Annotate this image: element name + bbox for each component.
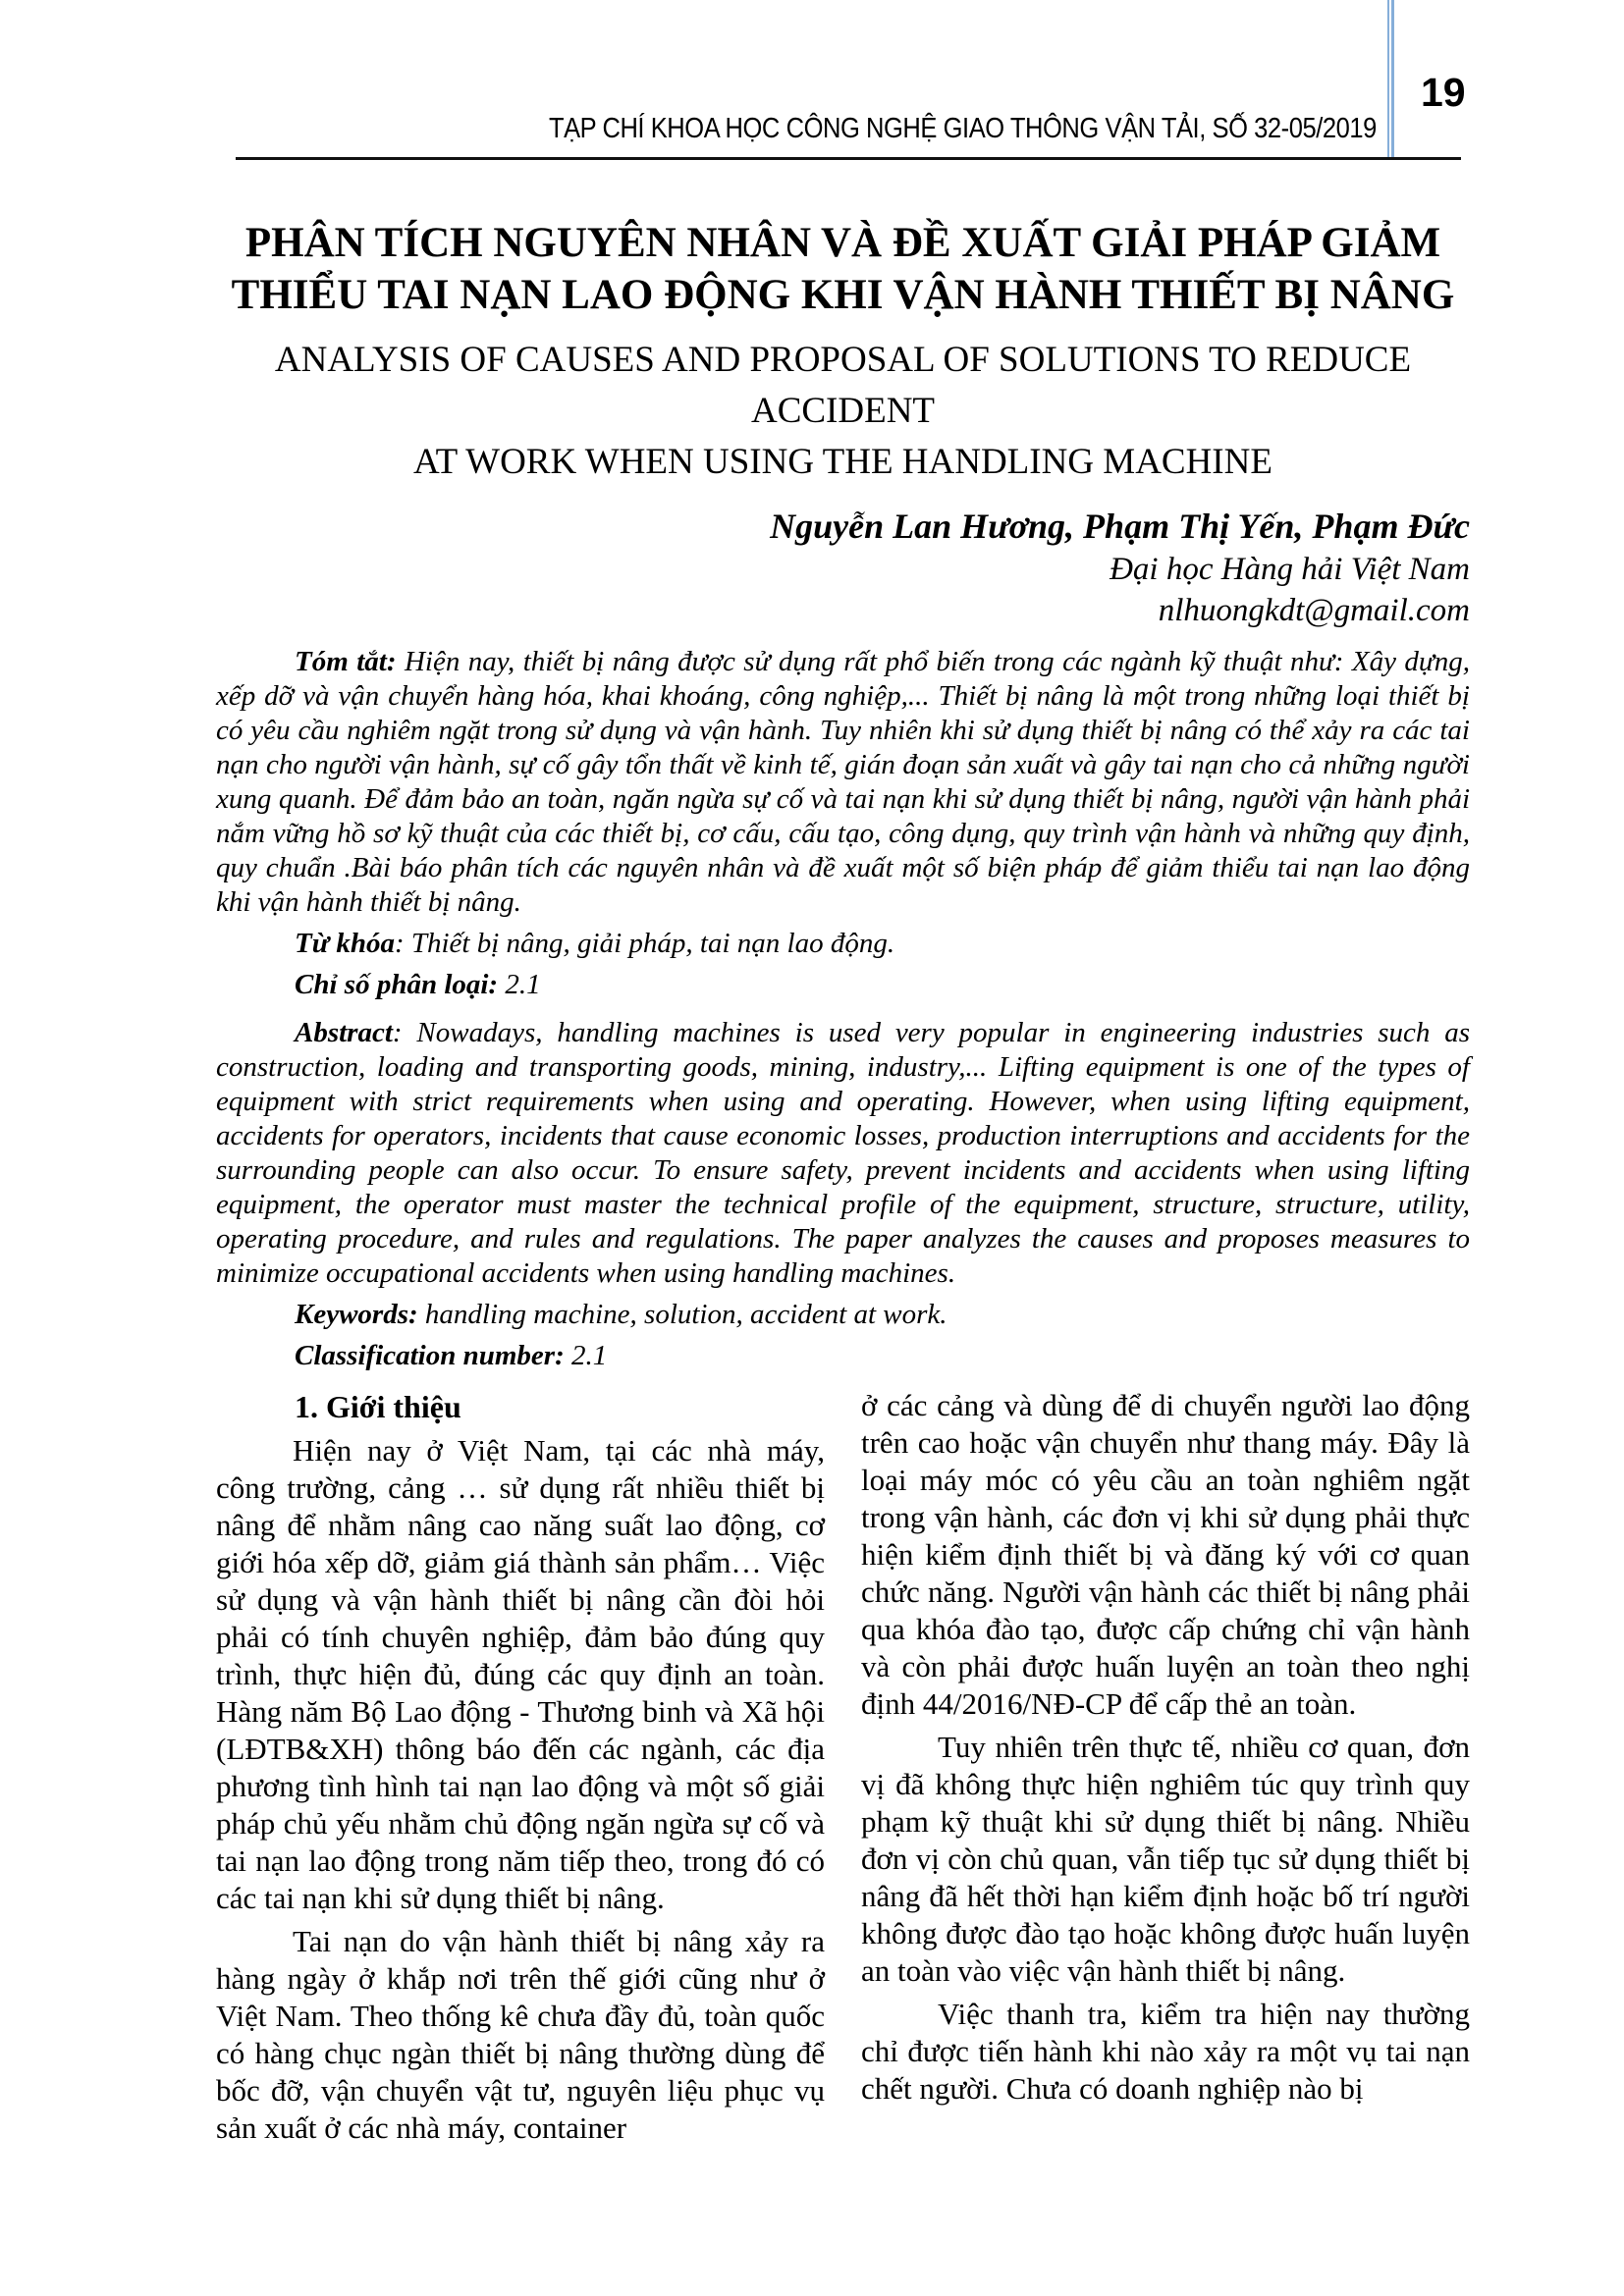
abstract-vietnamese xyxy=(216,645,1470,1002)
abstract-en-paragraph xyxy=(216,1016,1470,1291)
byline xyxy=(216,504,1470,631)
classification-vi-label: Chỉ số phân loại: xyxy=(295,969,499,1000)
abstract-vi-text: Hiện nay, thiết bị nâng được sử dụng rất phổ biến trong các ngành kỹ thuật như: Xây dựng, xếp dỡ và vận chuyển hàng hóa, khai khoáng, công nghiệp,... Thiết bị nâng là một trong những loại thiết bị có yêu cầu nghiêm ngặt trong sử dụng và vận hành. Tuy nhiên khi sử dụng thiết bị nâng có thể xảy ra các tai nạn cho người vận hành, sự cố gây tổn thất về kinh tế, gián đoạn sản xuất và gây tai nạn cho cả những người xung quanh. Để đảm bảo an toàn, ngăn ngừa sự cố và tai nạn khi sử dụng thiết bị nâng, người vận hành phải nắm vững hồ sơ kỹ thuật của các thiết bị, cơ cấu, cấu tạo, công dụng, quy trình vận hành và những quy định, quy chuẩn .Bài báo phân tích các nguyên nhân và đề xuất một số biện pháp để giảm thiểu tai nạn lao động khi vận hành thiết bị nâng. xyxy=(216,646,1471,918)
abstract-en-text: : Nowadays, handling machines is used very popular in engineering industries such as construction, loading and transporting goods, mining, industry,... Lifting equipment is one of the types of equipment with strict requirements when using and operating. However, when using lifting equipment, accidents for operators, incidents that cause economic losses, production interruptions and accidents for the surrounding people can also occur. To ensure safety, prevent incidents and accidents when using lifting equipment, the operator must master the technical profile of the equipment, structure, structure, utility, operating procedure, and rules and regulations. The paper analyzes the causes and proposes measures to minimize occupational accidents when using handling machines. xyxy=(216,1017,1470,1289)
title-vi-line1: PHÂN TÍCH NGUYÊN NHÂN VÀ ĐỀ XUẤT GIẢI PHÁP GIẢM xyxy=(244,220,1441,266)
keywords-en-text: handling machine, solution, accident at work. xyxy=(417,1299,947,1330)
keywords-vi-text: : Thiết bị nâng, giải pháp, tai nạn lao động. xyxy=(394,928,895,959)
abstract-vi-paragraph xyxy=(216,645,1470,920)
body-paragraph: Hiện nay ở Việt Nam, tại các nhà máy, công trường, cảng … sử dụng rất nhiều thiết bị nâng để nhằm nâng cao năng suất lao động, cơ giới hóa xếp dỡ, giảm giá thành sản phẩm… Việc sử dụng và vận hành thiết bị nâng cần đòi hỏi phải có tính chuyên nghiệp, đảm bảo đúng quy trình, thực hiện đủ, đúng các quy định an toàn. Hàng năm Bộ Lao động - Thương binh và Xã hội (LĐTB&XH) thông báo đến các ngành, các địa phương tình hình tai nạn lao động và một số giải pháp chủ yếu nhằm chủ động ngăn ngừa sự cố và tai nạn lao động trong năm tiếp theo, trong đó có các tai nạn khi sử dụng thiết bị nâng. xyxy=(216,1433,825,1915)
header-rule xyxy=(236,157,1461,160)
abstract-en-label: Abstract xyxy=(295,1017,393,1048)
body-paragraph: Việc thanh tra, kiểm tra hiện nay thường chỉ được tiến hành khi nào xảy ra một vụ tai nạn chết người. Chưa có doanh nghiệp nào bị xyxy=(861,1997,1470,2106)
body-paragraph: ở các cảng và dùng để di chuyển người lao động trên cao hoặc vận chuyển như thang máy. Đây là loại máy móc có yêu cầu an toàn nghiêm ngặt trong vận hành, các đơn vị khi sử dụng phải thực hiện kiểm định thiết bị và đăng ký với cơ quan chức năng. Người vận hành các thiết bị nâng phải qua khóa đào tạo, được cấp chứng chỉ vận hành và còn phải được huấn luyện an toàn theo nghị định 44/2016/NĐ-CP để cấp thẻ an toàn. xyxy=(861,1388,1470,1721)
article-content xyxy=(0,217,1624,2147)
classification-en-line xyxy=(216,1339,1470,1373)
classification-vi-line xyxy=(216,968,1470,1002)
keywords-vi-label: Từ khóa xyxy=(295,928,395,959)
section-1-heading: 1. Giới thiệu xyxy=(295,1389,461,1424)
keywords-vi-line xyxy=(216,927,1470,961)
page-header xyxy=(0,0,1624,160)
author-affiliation: Đại học Hàng hải Việt Nam xyxy=(1110,552,1470,587)
author-email: nlhuongkdt@gmail.com xyxy=(1158,593,1470,628)
abstract-vi-label: Tóm tắt: xyxy=(295,646,397,677)
keywords-en-label: Keywords: xyxy=(295,1299,418,1330)
body-paragraph: Tai nạn do vận hành thiết bị nâng xảy ra hàng ngày ở khắp nơi trên thế giới cũng như ở Việt Nam. Theo thống kê chưa đầy đủ, toàn quốc có hàng chục ngàn thiết bị nâng thường dùng để bốc đỡ, vận chuyển vật tư, nguyên liệu phục vụ sản xuất ở các nhà máy, container xyxy=(216,1924,825,2145)
article-title-vi xyxy=(216,217,1470,321)
page-number: 19 xyxy=(1421,70,1466,115)
classification-en-label: Classification number: xyxy=(295,1340,565,1371)
title-en-line2: AT WORK WHEN USING THE HANDLING MACHINE xyxy=(413,442,1272,482)
two-column-body xyxy=(216,1387,1470,2147)
author-names: Nguyễn Lan Hương, Phạm Thị Yến, Phạm Đức xyxy=(770,507,1470,546)
title-en-line1: ANALYSIS OF CAUSES AND PROPOSAL OF SOLUTIONS TO REDUCE ACCIDENT xyxy=(274,340,1412,431)
article-title-en xyxy=(216,335,1470,488)
blue-double-line xyxy=(1387,0,1394,160)
journal-header-line: TẠP CHÍ KHOA HỌC CÔNG NGHỆ GIAO THÔNG VẬN TẢI, SỐ 32-05/2019 xyxy=(549,113,1377,144)
keywords-en-line xyxy=(216,1298,1470,1332)
body-paragraph: Tuy nhiên trên thực tế, nhiều cơ quan, đơn vị đã không thực hiện nghiêm túc quy trình quy phạm kỹ thuật khi sử dụng thiết bị nâng. Nhiều đơn vị còn chủ quan, vẫn tiếp tục sử dụng thiết bị nâng đã hết thời hạn kiểm định hoặc bố trí người không được đào tạo hoặc không được huấn luyện an toàn vào việc vận hành thiết bị nâng. xyxy=(861,1730,1470,1988)
classification-en-value: 2.1 xyxy=(564,1340,608,1371)
classification-vi-value: 2.1 xyxy=(498,969,541,1000)
title-vi-line2: THIỂU TAI NẠN LAO ĐỘNG KHI VẬN HÀNH THIẾT BỊ NÂNG xyxy=(231,272,1455,318)
abstract-english xyxy=(216,1016,1470,1373)
body-left-column xyxy=(216,1387,825,2147)
body-right-column xyxy=(861,1387,1470,2147)
